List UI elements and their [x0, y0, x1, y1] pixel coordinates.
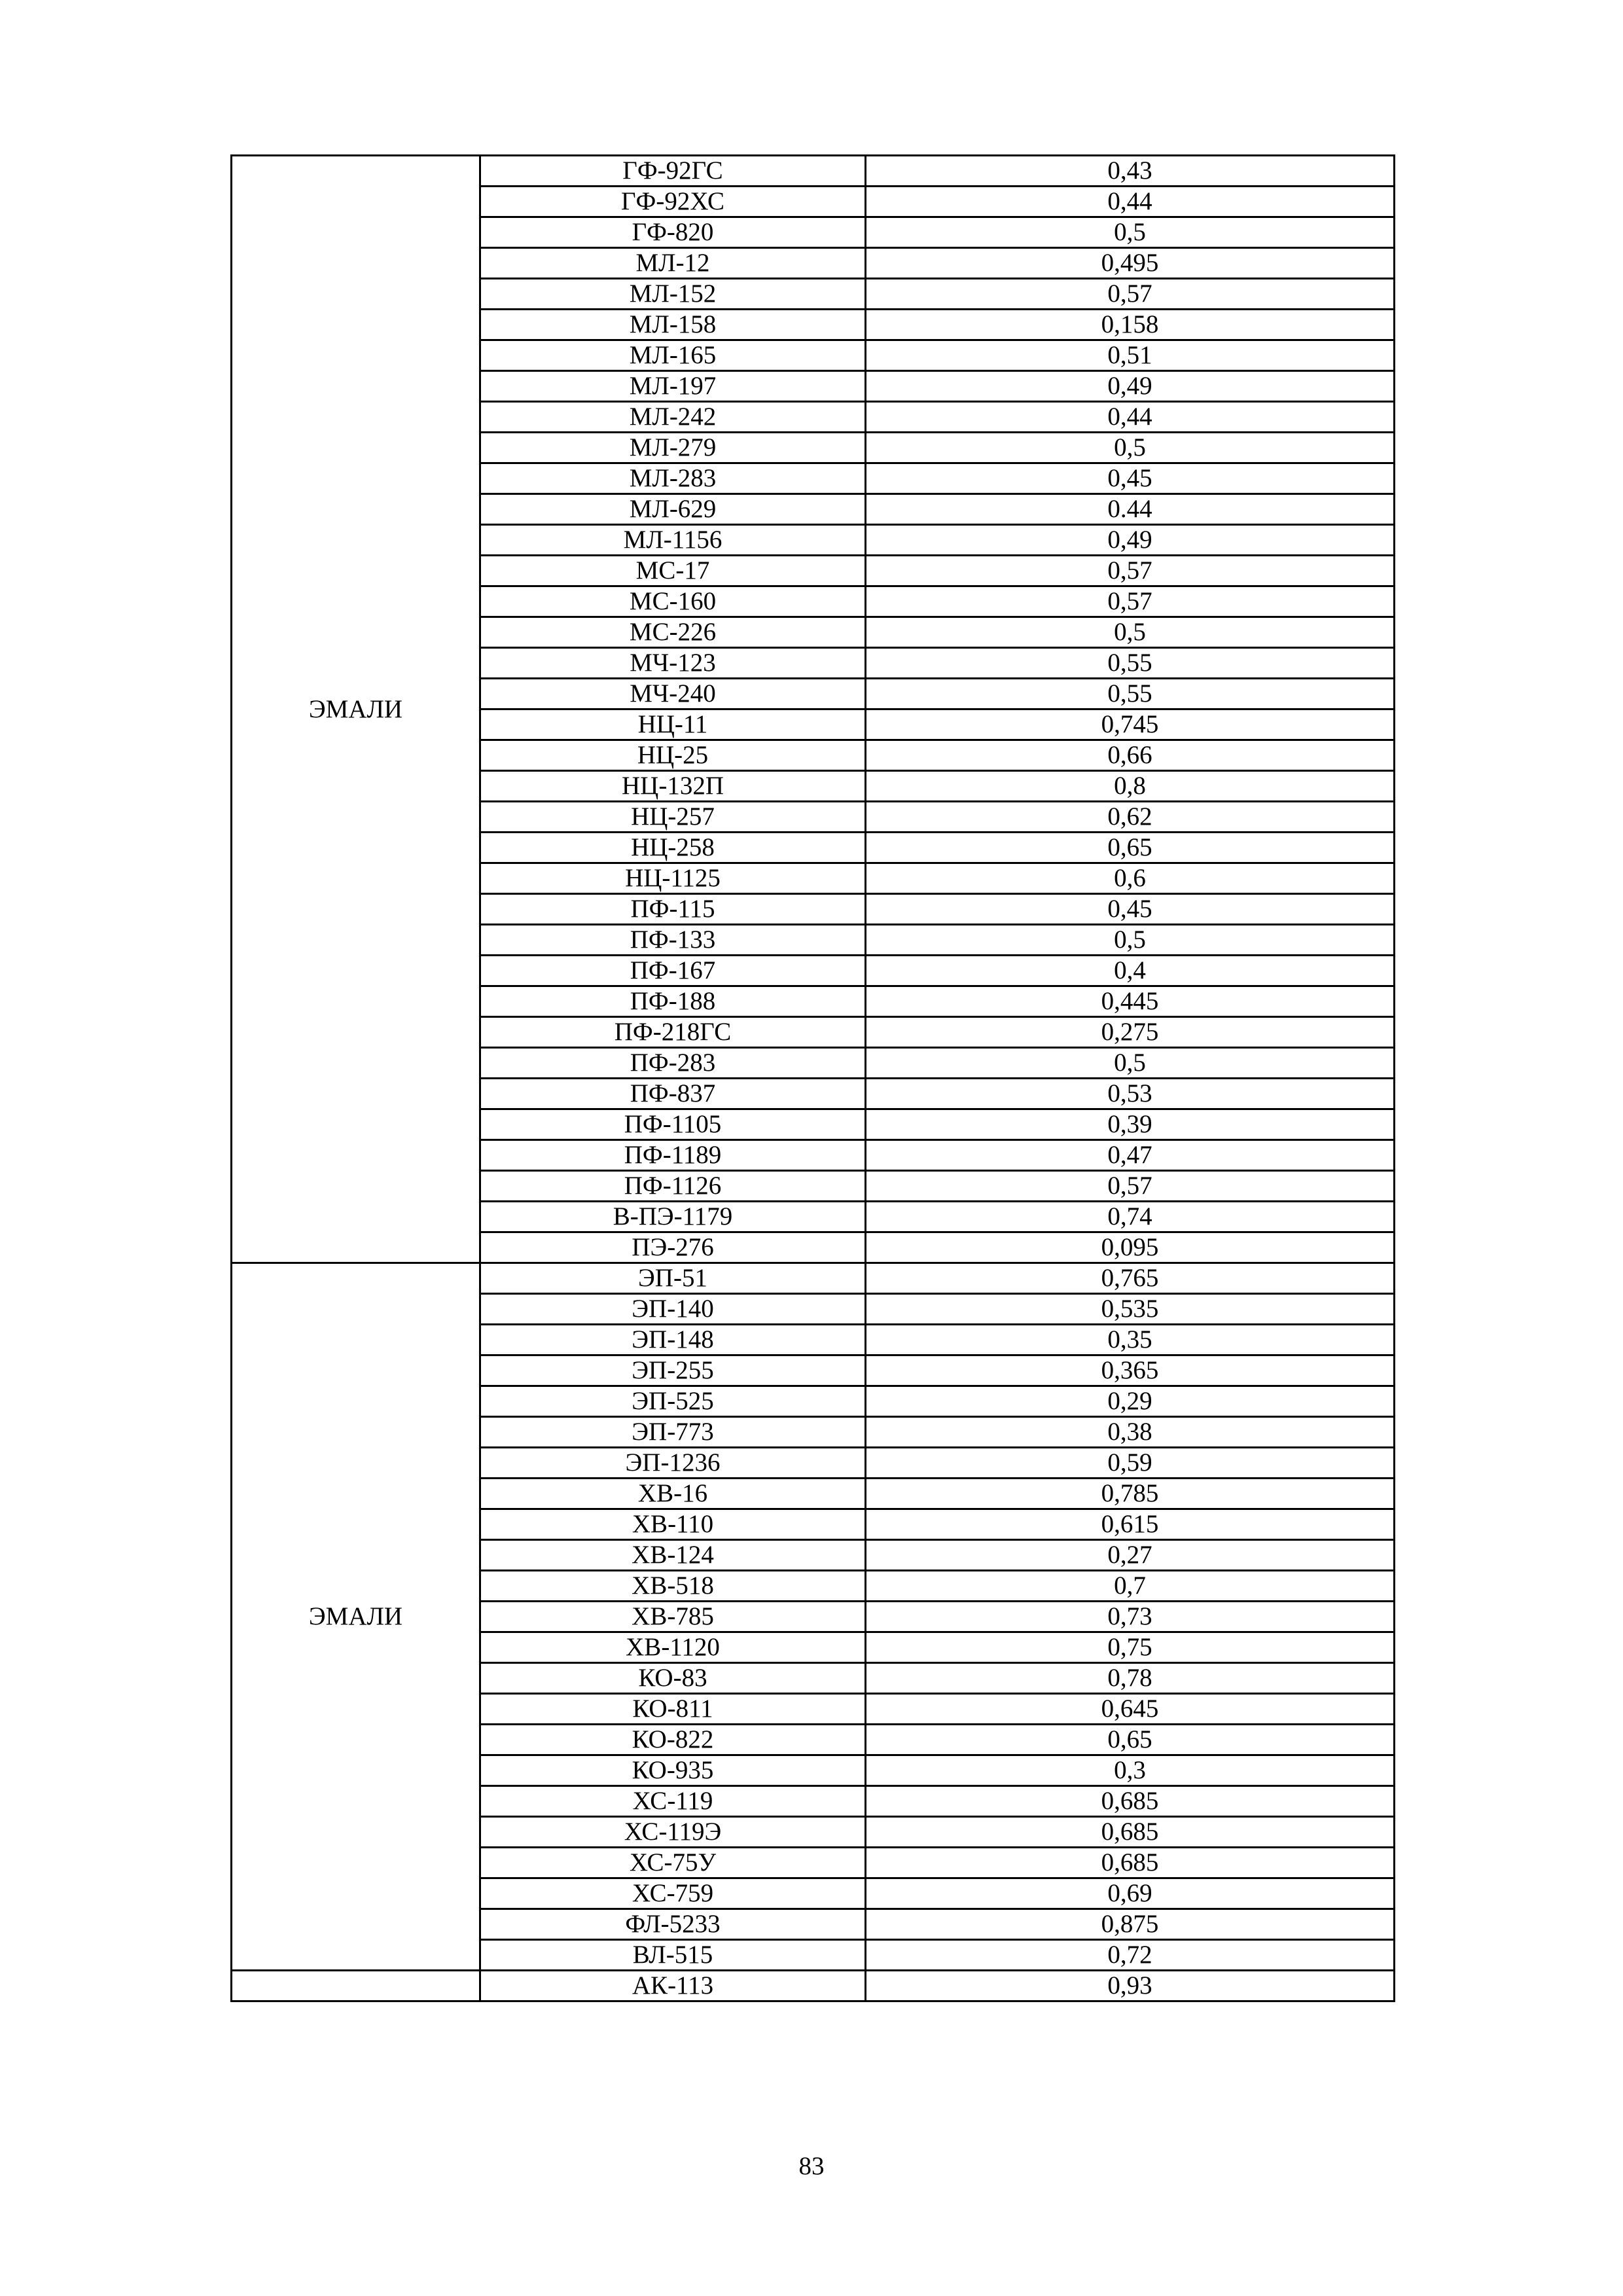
material-value-cell: 0,785 [866, 1479, 1395, 1509]
material-value-cell: 0,685 [866, 1817, 1395, 1848]
material-value-cell: 0,5 [866, 925, 1395, 956]
material-name-cell: МЛ-283 [480, 463, 866, 494]
material-value-cell: 0,38 [866, 1417, 1395, 1448]
material-name-cell: МЧ-240 [480, 679, 866, 709]
material-name-cell: ХВ-518 [480, 1571, 866, 1602]
material-value-cell: 0,495 [866, 248, 1395, 279]
page-number: 83 [798, 2152, 825, 2180]
material-value-cell: 0,35 [866, 1325, 1395, 1355]
material-name-cell: ПФ-837 [480, 1079, 866, 1109]
material-name-cell: МЛ-279 [480, 433, 866, 463]
material-value-cell: 0,7 [866, 1571, 1395, 1602]
material-name-cell: ХС-119 [480, 1786, 866, 1817]
material-value-cell: 0,57 [866, 1171, 1395, 1202]
material-name-cell: КО-83 [480, 1663, 866, 1694]
material-value-cell: 0,4 [866, 956, 1395, 986]
material-name-cell: ХВ-785 [480, 1602, 866, 1632]
material-name-cell: ГФ-92ХС [480, 187, 866, 217]
material-name-cell: ПФ-283 [480, 1048, 866, 1079]
material-name-cell: ЭП-1236 [480, 1448, 866, 1479]
category-cell: ЭМАЛИ [232, 1263, 480, 1971]
material-value-cell: 0,53 [866, 1079, 1395, 1109]
material-name-cell: МС-17 [480, 556, 866, 586]
material-value-cell: 0,39 [866, 1109, 1395, 1140]
material-value-cell: 0,29 [866, 1386, 1395, 1417]
material-value-cell: 0,5 [866, 1048, 1395, 1079]
category-cell: ЭМАЛИ [232, 156, 480, 1263]
material-name-cell: ХВ-16 [480, 1479, 866, 1509]
material-name-cell: ХС-75У [480, 1848, 866, 1878]
material-value-cell: 0,685 [866, 1786, 1395, 1817]
material-name-cell: ХВ-110 [480, 1509, 866, 1540]
material-value-cell: 0,93 [866, 1971, 1395, 2001]
material-name-cell: ПФ-1126 [480, 1171, 866, 1202]
material-value-cell: 0,62 [866, 802, 1395, 833]
material-name-cell: ГФ-92ГС [480, 156, 866, 187]
material-value-cell: 0,745 [866, 709, 1395, 740]
material-value-cell: 0,615 [866, 1509, 1395, 1540]
material-value-cell: 0,51 [866, 340, 1395, 371]
material-name-cell: ВЛ-515 [480, 1940, 866, 1971]
material-name-cell: МС-160 [480, 586, 866, 617]
table-row [232, 156, 1395, 187]
material-name-cell: ЭП-255 [480, 1355, 866, 1386]
material-value-cell: 0,535 [866, 1294, 1395, 1325]
material-value-cell: 0,158 [866, 310, 1395, 340]
material-name-cell: МЛ-165 [480, 340, 866, 371]
material-name-cell: НЦ-11 [480, 709, 866, 740]
materials-table [230, 154, 1395, 2002]
material-name-cell: АК-113 [480, 1971, 866, 2001]
material-value-cell: 0.44 [866, 494, 1395, 525]
table-row [232, 1971, 1395, 2001]
material-value-cell: 0,73 [866, 1602, 1395, 1632]
material-name-cell: ПФ-115 [480, 894, 866, 925]
material-value-cell: 0,45 [866, 894, 1395, 925]
material-value-cell: 0,5 [866, 433, 1395, 463]
material-name-cell: ЭП-51 [480, 1263, 866, 1294]
material-name-cell: МС-226 [480, 617, 866, 648]
material-name-cell: МЛ-629 [480, 494, 866, 525]
material-name-cell: КО-935 [480, 1755, 866, 1786]
material-value-cell: 0,27 [866, 1540, 1395, 1571]
materials-table-body [232, 156, 1395, 2001]
material-name-cell: МЛ-242 [480, 402, 866, 433]
material-value-cell: 0,6 [866, 863, 1395, 894]
material-name-cell: ЭП-140 [480, 1294, 866, 1325]
material-name-cell: ХС-759 [480, 1878, 866, 1909]
material-value-cell: 0,44 [866, 402, 1395, 433]
material-value-cell: 0,875 [866, 1909, 1395, 1940]
material-name-cell: ПФ-188 [480, 986, 866, 1017]
material-name-cell: НЦ-258 [480, 833, 866, 863]
category-cell [232, 1971, 480, 2001]
material-name-cell: ПФ-167 [480, 956, 866, 986]
material-value-cell: 0,445 [866, 986, 1395, 1017]
material-value-cell: 0,66 [866, 740, 1395, 771]
material-name-cell: ЭП-773 [480, 1417, 866, 1448]
material-name-cell: ПФ-1189 [480, 1140, 866, 1171]
material-name-cell: ГФ-820 [480, 217, 866, 248]
material-value-cell: 0,72 [866, 1940, 1395, 1971]
material-name-cell: МЛ-197 [480, 371, 866, 402]
material-name-cell: НЦ-1125 [480, 863, 866, 894]
material-value-cell: 0,365 [866, 1355, 1395, 1386]
material-name-cell: ХВ-1120 [480, 1632, 866, 1663]
material-value-cell: 0,65 [866, 833, 1395, 863]
material-name-cell: ФЛ-5233 [480, 1909, 866, 1940]
material-value-cell: 0,5 [866, 617, 1395, 648]
material-value-cell: 0,55 [866, 679, 1395, 709]
material-value-cell: 0,645 [866, 1694, 1395, 1725]
material-value-cell: 0,55 [866, 648, 1395, 679]
material-name-cell: МЧ-123 [480, 648, 866, 679]
material-value-cell: 0,69 [866, 1878, 1395, 1909]
material-value-cell: 0,685 [866, 1848, 1395, 1878]
material-value-cell: 0,78 [866, 1663, 1395, 1694]
material-value-cell: 0,8 [866, 771, 1395, 802]
material-name-cell: ПФ-133 [480, 925, 866, 956]
material-value-cell: 0,57 [866, 279, 1395, 310]
material-name-cell: ПФ-218ГС [480, 1017, 866, 1048]
material-value-cell: 0,75 [866, 1632, 1395, 1663]
material-value-cell: 0,45 [866, 463, 1395, 494]
material-value-cell: 0,65 [866, 1725, 1395, 1755]
material-name-cell: ПФ-1105 [480, 1109, 866, 1140]
material-name-cell: КО-822 [480, 1725, 866, 1755]
material-name-cell: ЭП-525 [480, 1386, 866, 1417]
material-value-cell: 0,47 [866, 1140, 1395, 1171]
material-name-cell: МЛ-158 [480, 310, 866, 340]
material-value-cell: 0,57 [866, 556, 1395, 586]
material-name-cell: НЦ-132П [480, 771, 866, 802]
material-value-cell: 0,57 [866, 586, 1395, 617]
material-name-cell: МЛ-12 [480, 248, 866, 279]
material-value-cell: 0,74 [866, 1202, 1395, 1232]
material-name-cell: МЛ-152 [480, 279, 866, 310]
table-row [232, 1263, 1395, 1294]
material-value-cell: 0,49 [866, 371, 1395, 402]
material-name-cell: ЭП-148 [480, 1325, 866, 1355]
material-value-cell: 0,5 [866, 217, 1395, 248]
material-value-cell: 0,3 [866, 1755, 1395, 1786]
material-value-cell: 0,765 [866, 1263, 1395, 1294]
material-name-cell: НЦ-25 [480, 740, 866, 771]
material-value-cell: 0,43 [866, 156, 1395, 187]
material-name-cell: ПЭ-276 [480, 1232, 866, 1263]
material-name-cell: В-ПЭ-1179 [480, 1202, 866, 1232]
material-value-cell: 0,49 [866, 525, 1395, 556]
material-value-cell: 0,44 [866, 187, 1395, 217]
material-name-cell: КО-811 [480, 1694, 866, 1725]
material-value-cell: 0,095 [866, 1232, 1395, 1263]
material-name-cell: НЦ-257 [480, 802, 866, 833]
material-value-cell: 0,59 [866, 1448, 1395, 1479]
material-name-cell: ХВ-124 [480, 1540, 866, 1571]
material-name-cell: МЛ-1156 [480, 525, 866, 556]
material-value-cell: 0,275 [866, 1017, 1395, 1048]
material-name-cell: ХС-119Э [480, 1817, 866, 1848]
